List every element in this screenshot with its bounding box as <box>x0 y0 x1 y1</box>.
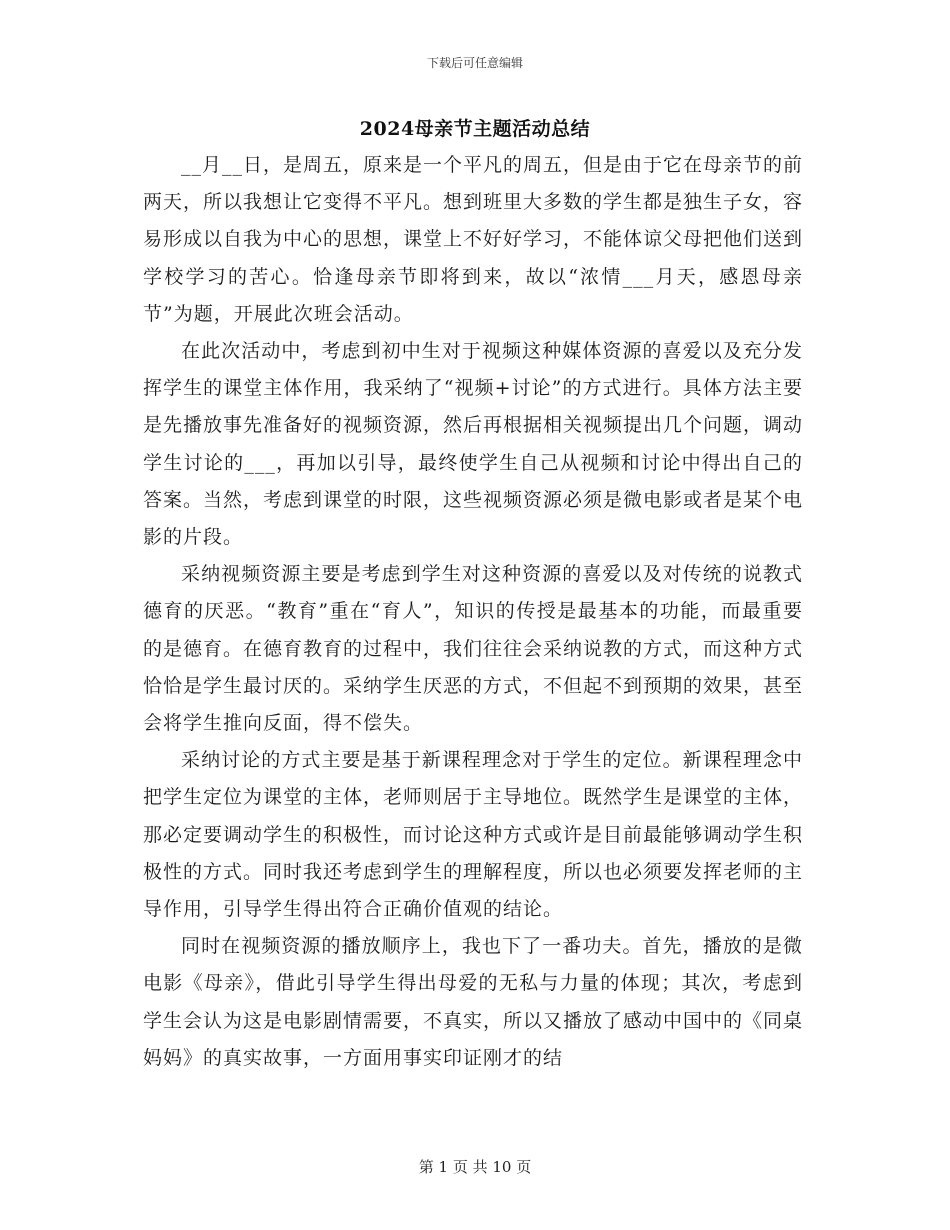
paragraph: __月__日，是周五，原来是一个平凡的周五，但是由于它在母亲节的前两天，所以我想让它变得不平凡。想到班里大多数的学生都是独生子女，容易形成以自我为中心的思想，课堂上不好好学习，不能体谅父母把他们送到学校学习的苦心。恰逢母亲节即将到来，故以“浓情___月天，感恩母亲节”为题，开展此次班会活动。 <box>143 154 804 325</box>
document-title: 2024母亲节主题活动总结 <box>359 118 591 140</box>
document-body <box>143 147 803 1077</box>
paragraph: 同时在视频资源的播放顺序上，我也下了一番功夫。首先，播放的是微电影《母亲》，借此引导学生得出母爱的无私与力量的体现；其次，考虑到学生会认为这是电影剧情需要，不真实，所以又播放了感动中国中的《同桌妈妈》的真实故事，一方面用事实印证刚才的结 <box>143 935 804 1069</box>
paragraph: 采纳视频资源主要是考虑到学生对这种资源的喜爱以及对传统的说教式德育的厌恶。“教育”重在“育人”，知识的传授是最基本的功能，而最重要的是德育。在德育教育的过程中，我们往往会采纳说教的方式，而这种方式恰恰是学生最讨厌的。采纳学生厌恶的方式，不但起不到预期的效果，甚至会将学生推向反面，得不偿失。 <box>143 563 804 735</box>
paragraph: 采纳讨论的方式主要是基于新课程理念对于学生的定位。新课程理念中把学生定位为课堂的主体，老师则居于主导地位。既然学生是课堂的主体，那必定要调动学生的积极性，而讨论这种方式或许是目前最能够调动学生积极性的方式。同时我还考虑到学生的理解程度，所以也必须要发挥老师的主导作用，引导学生得出符合正确价值观的结论。 <box>143 749 804 921</box>
paragraph: 在此次活动中，考虑到初中生对于视频这种媒体资源的喜爱以及充分发挥学生的课堂主体作用，我采纳了“视频+讨论”的方式进行。具体方法主要是先播放事先准备好的视频资源，然后再根据相关视频提出几个问题，调动学生讨论的___，再加以引导，最终使学生自己从视频和讨论中得出自己的答案。当然，考虑到课堂的时限，这些视频资源必须是微电影或者是某个电影的片段。 <box>143 340 804 549</box>
header-note: 下载后可任意编辑 <box>426 56 523 70</box>
page-number: 第 1 页 共 10 页 <box>418 1158 532 1176</box>
